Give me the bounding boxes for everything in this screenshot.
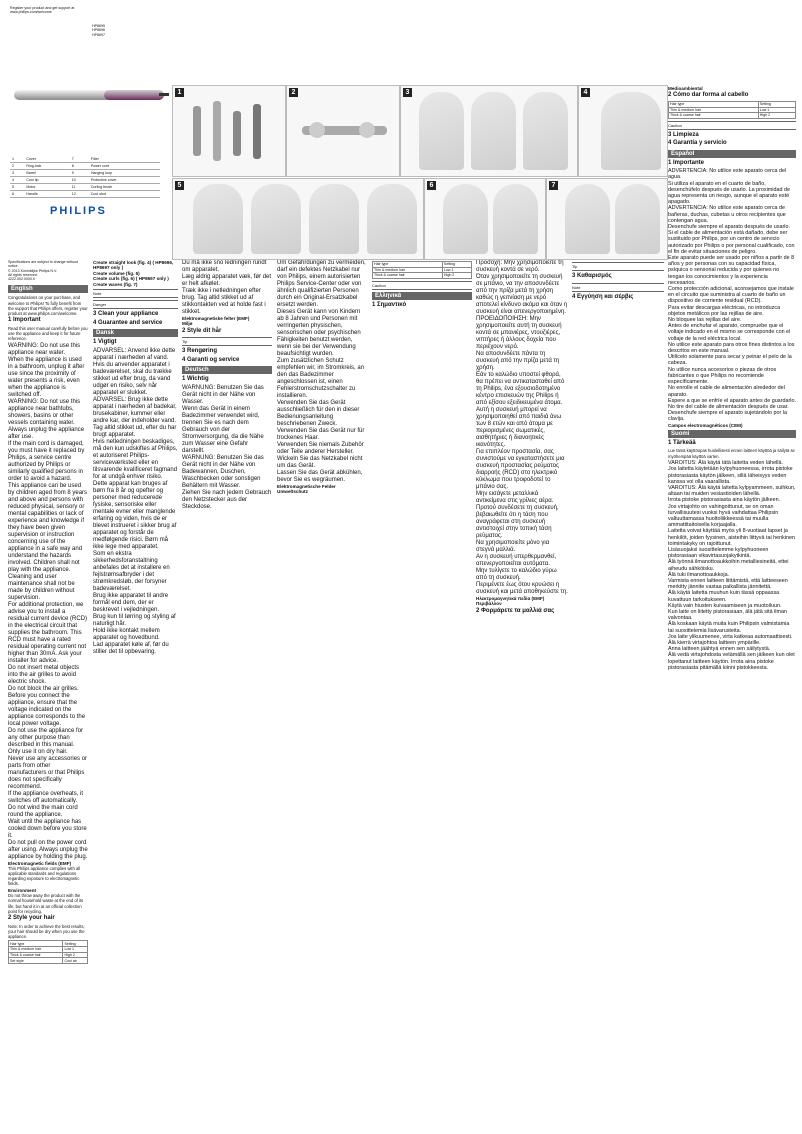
warning-item: Älä käytä laitetta muuhun kuin tässä oppaassa kuvattuun tarkoitukseen. [668,590,780,603]
table-cell: Low 1 [758,107,795,113]
part-label: Filter [89,156,160,163]
warning-item: Anna laitteen jäähtyä ennen sen säilytystä. [668,646,771,653]
dansk-bullets-b [182,260,272,316]
warning-item: ADVERTENCIA: No utilice este aparato cerca del agua. [668,168,787,181]
figure-panel-5 [172,178,424,260]
rights: All rights reserved. [8,272,38,277]
section-style: 2 Style your hair [8,915,55,922]
warning-item: Jos laitetta käytetään kylpyhuoneessa, irrota pistoke pistorasiasta käytön jälkeen, sillä läheisyys veden kanssa voi olla vaarallista. [668,466,793,485]
part-label: Cover [24,156,69,163]
warning-item: No bloquee las rejillas del aire. [668,317,742,324]
warning-item: No utilice nunca accesorios o piezas de otros fabricantes o que Philips no recomiende específicamente. [668,366,777,386]
dansk-bullets-a [93,348,178,656]
figure-panel-3 [400,85,578,177]
section-guarantee-es: 4 Garantía y servicio [668,140,727,147]
copyright: © 2013 Koninklijke Philips N.V. [8,268,58,273]
warning-item: Læg aldrig apparatet væk, før det er helt afkølet. [182,274,272,287]
table-cell: Low 1 [63,947,88,953]
table-header: Hair type [669,101,759,107]
emf-title: Ηλεκτρομαγνητικά πεδία (EMF) [476,596,545,601]
figure-panel-6 [424,178,546,260]
warning-item: Træk ikke i netledningen efter brug. Tag altid stikket ud af stikkontakten ved at holde fast i stikket. [182,288,266,315]
step-number: 1 [175,88,184,97]
deutsch-column [277,260,367,1126]
product-handle [104,90,164,100]
warning-item: Προσοχή: Μην χρησιμοποιείτε τη συσκευή κοντά σε νερό. [476,260,564,273]
caution-label: Caution [372,282,386,288]
warning-item: No enrolle el cable de alimentación alrededor del aparato. [668,385,785,398]
warning-item: Ziehen Sie nach jedem Gebrauch den Netzstecker aus der Steckdose. [182,489,272,510]
step-number: 6 [427,181,436,190]
note-label: Note [93,291,102,297]
hair-photo [601,92,661,170]
part-key: 12 [70,191,89,198]
part-key: 4 [10,177,24,184]
step-number: 5 [175,181,184,190]
register-line: Register your product and get support at [10,6,75,10]
model-number: HP8695 [92,24,105,28]
part-label: Handle [24,191,69,198]
warning-item: Do not block the air grilles. [8,685,79,692]
caution-box [372,281,472,290]
warning-item: Dette apparat kan bruges af børn fra 8 år og opefter og personer med reducerede fysiske, sensoriske eller mentale evner eller manglende erfaring og viden, hvis de er blevet instrueret i sikker brug af apparatet og forstår de medfølgende risici. Børn må ikke lege med apparatet. [93,480,177,550]
part-label: Hanging loop [89,170,160,177]
section-clean-greek: 3 Καθαρισμός [572,273,612,279]
figure-panel-1 [172,85,286,177]
curl-title: Create straight look (fig. 4) ( HP8696, HP8697 only ) [93,260,174,271]
warning-item: Du må ikke sno ledningen rundt om apparatet. [182,260,267,273]
product-cord [159,93,169,96]
warning-item: Som en ekstra sikkerhedsforanstaltning anbefales det at installere en fejlstrømsafbryder i det strømkredsløb, der forsyner badeværelset. [93,550,170,592]
table-header: Hair type [373,262,443,268]
warning-item: Kun laite on liitetty pistorasiaan, älä jätä sitä ilman valvontaa. [668,608,787,622]
warning-item: Do not insert metal objects into the air grilles to avoid electric shock. [8,664,80,685]
table-cell: Thin & medium hair [9,947,63,953]
environment-title: Miljø [182,321,193,327]
part-label: Cool shot [89,191,160,198]
warning-item: Before you connect the appliance, ensure that the voltage indicated on the appliance corresponds to the local power voltage. [8,692,86,727]
hair-photo [565,184,610,254]
table-cell: Thin & medium hair [669,107,759,113]
warning-item: Lassen Sie das Gerät abkühlen, bevor Sie es wegräumen. [277,470,363,483]
warning-item: Älä vedä virtajohdosta vetämällä sen jälkeen kun olet lopettanut laitteen käytön. Irrota aina pistoke pistorasiasta pitämällä kiinni pistokkeesta. [668,652,795,671]
warning-item: WARNING: Do not use this appliance near bathtubs, showers, basins or other vessels containing water. [8,398,81,426]
part-label: Ring-lock [24,163,69,170]
caution-box [668,121,796,130]
intro-text: Congratulations on your purchase, and welcome to Philips! To fully benefit from the support that Philips offers, register your product at www.philips.com/welcome. [8,295,88,316]
volume-title: Create volume (fig. 5) [93,270,140,276]
hair-type-table [8,940,88,963]
warning-item: Never use any accessories or parts from other manufacturers or that Philips does not specifically recommend. [8,755,88,790]
model-number: HP8696 [92,28,105,33]
hair-photo [471,92,516,170]
warning-item: Jos laite ylikuumenee, virta katkeaa automaattisesti. [668,633,793,640]
spanish-finnish-column [668,86,796,1126]
table-cell: Low 1 [442,267,471,273]
emf-title: Elektromagnetische Felder [277,484,336,489]
warning-item: Αυτή η συσκευή μπορεί να χρησιμοποιηθεί από παιδιά άνω των 8 ετών και από άτομα με περιορισμένες σωματικές, αισθητήριες ή διανοητικές ικανότητες. [476,407,562,448]
warning-item: Käytä vain hiusten kuivaamiseen ja muotoiluun. [668,602,782,609]
warning-item: No tire del cable de alimentación después de usar. Desenchufe siempre el aparato sujetándolo por la clavija. [668,403,789,423]
part-key: 5 [10,184,24,191]
figure-panel-7 [546,178,668,260]
section-important: 1 Important [8,317,41,324]
part-key: 2 [10,163,24,170]
part-key: 3 [10,170,24,177]
register-url[interactable]: www.philips.com/welcome [10,10,52,15]
greek-cont-column [572,260,664,1126]
warning-item: Älä kierrä virtajohtoa laitteen ympärille. [668,640,761,646]
warning-item: Brug kun til tørring og styling af naturligt hår. [93,613,176,627]
spanish-bullets [668,168,796,422]
warning-item: Να αποσυνδέετε πάντα τη συσκευή από την πρίζα μετά τη χρήση. [476,351,560,371]
figure-panel-4 [578,85,668,177]
table-cell: Thick & coarse hair [373,273,443,279]
warning-item: VAROITUS: Älä käytä laitetta kylpyammeen, suihkun, altaan tai muiden vesiastioiden lähellä. [668,484,796,498]
section-guarantee: 4 Guarantee and service [93,319,163,326]
warning-item: Brug ikke apparatet til andre formål end dem, der er beskrevet i vejledningen. [93,592,169,613]
deutsch-bullets-b [277,260,367,484]
warning-item: If the appliance overheats, it switches off automatically. [8,790,84,804]
warning-item: Hvis netledningen beskadiges, må den kun udskiftes af Philips, et autoriseret Philips-serviceværksted eller en tilsvarende kvalificeret fagmand for at undgå enhver risiko. [93,438,178,480]
warning-item: Περιμένετε έως ότου κρυώσει η συσκευή και μετά αποθηκεύστε τη. [476,582,568,595]
hair-photo [493,184,538,254]
warning-item: WARNUNG: Benutzen Sie das Gerät nicht in der Nähe von Badewannen, Duschen, Waschbecken oder sonstigen Behältern mit Wasser. [182,454,264,489]
part-key: 11 [70,184,89,191]
intro-text-fi: Lue tämä käyttöopas huolellisesti ennen laitteen käyttöä ja säilytä se myöhempää käyttöä varten. [668,448,795,459]
warning-item: Αν η συσκευή υπερθερμανθεί, απενεργοποιείται αυτόματα. [476,554,557,567]
env-title-es: Medioambiental [668,86,703,91]
part-label: Power cord [89,163,160,170]
warning-item: Only use it on dry hair. [8,748,68,755]
language-header-english: English [8,285,88,293]
warning-item: Όταν χρησιμοποιείτε τη συσκευή σε μπάνιο, να την αποσυνδέετε από την πρίζα μετά τη χρήση καθώς η γειτνίαση με νερό αποτελεί κίνδυνο ακόμα και όταν η συσκευή είναι απενεργοποιημένη. [476,274,568,315]
hair-photo [193,184,243,254]
warning-item: ADVERTENCIA: No utilice este aparato cerca de bañeras, duchas, cubetas u otros recipientes que contengan agua. [668,205,786,224]
table-cell: Cool air [63,958,88,964]
hand-attach-illustration [287,86,399,176]
important-text: Read this user manual carefully before you use the appliance and keep it for future reference. [8,325,88,342]
section-guarantee-greek: 4 Εγγύηση και σέρβις [572,293,634,300]
language-header-dansk: Dansk [93,329,178,337]
part-key: 10 [70,177,89,184]
product-photo [14,50,164,146]
part-label: Motor [24,184,69,191]
step-number: 3 [403,88,412,97]
wave-title: Create waves (fig. 7) [93,281,138,287]
note-label: Note [572,284,581,290]
section-clean: 3 Clean your appliance [93,311,159,318]
emf-title: Campos electromagnéticos (CEM) [668,422,743,428]
section-guarantee: 4 Garanti og service [182,356,240,363]
table-header: Hair type [9,941,63,947]
hair-photo [419,92,464,170]
note-box [572,283,664,292]
warning-item: Dieses Gerät kann von Kindern ab 8 Jahren und Personen mit verringerten physischen, sensorischen oder psychischen Fähigkeiten benutzt werden, wenn sie bei der Verwendung beaufsichtigt wurden. [277,309,361,357]
language-header-greek: Ελληνικά [372,292,472,300]
language-header-suomi: Suomi [668,430,796,438]
table-cell: Set style [9,958,63,964]
hair-photo [309,184,359,254]
warning-item: Um Gefährdungen zu vermeiden, darf ein defektes Netzkabel nur von Philips, einem autorisierten Philips Service-Center oder von ähnlich qualifizierten Personen durch ein Original-Ersatzkabel ersetzt werden. [277,260,366,308]
section-style-greek: 2 Φορμάρετε τα μαλλιά σας [476,607,555,614]
warning-item: Lad apparatet køle af, før du stiller det til opbevaring. [93,641,169,655]
warning-item: Να χρησιμοποιείτε μόνο για στεγνά μαλλιά. [476,540,550,553]
attachment-icons [173,86,285,176]
greek-bullets [476,260,568,596]
doc-code: 4222.002.0000.0 [8,277,35,282]
warning-item: Hold ikke kontakt mellem apparatet og hovedbund. [93,627,160,641]
warning-item: WARNUNG: Benutzen Sie das Gerät nicht in der Nähe von Wasser. [182,384,264,405]
warning-item: When the appliance is used in a bathroom, unplug it after use since the proximity of water presents a risk, even when the appliance is switched off. [8,356,85,398]
warning-item: This appliance can be used by children aged from 8 years and above and persons with reduced physical, sensory or mental capabilities or lack of experience and knowledge if they have been given supervision or instruction concerning use of the appliance in a safe way and understand the hazards involved. Children shall not play with the appliance. Cleaning and user maintenance shall not be made by children without supervision. [8,482,88,601]
part-key: 7 [70,156,89,163]
hair-photo [615,184,660,254]
step-number: 2 [289,88,298,97]
warning-item: Wickeln Sie das Netzkabel nicht um das Gerät. [277,456,363,469]
part-key: 6 [10,191,24,198]
table-cell: Thick & coarse hair [9,952,63,958]
warning-item: Verwenden Sie das Gerät ausschließlich für den in dieser Bedienungsanleitung beschriebenen Zweck. [277,400,360,427]
tip-box [182,337,272,346]
tip-box [572,262,664,271]
part-key: 1 [10,156,24,163]
language-header-espanol: Español [668,150,796,158]
part-key: 8 [70,163,89,170]
warning-item: Lisäsuojaksi suosittelemme kylpyhuoneen pistorasiaan vikavirtasuojakytkintä. [668,546,769,560]
warning-item: Do not use the appliance for any other purpose than described in this manual. [8,727,84,748]
warning-item: Μην εισάγετε μεταλλικά αντικείμενα στις γρίλιες αέρα. [476,491,554,504]
warning-item: Για επιπλέον προστασία, σας συνιστούμε να εγκαταστήσετε μια συσκευή προστασίας ρεύματος διαρροής (RCD) στο ηλεκτρικό κύκλωμα που τροφοδοτεί το μπάνιο σας. [476,449,565,490]
table-cell: High 2 [758,113,795,119]
part-label: Protective cover [89,177,160,184]
deutsch-fine-column [372,260,472,1126]
tip-label: Tip [182,339,188,345]
section-style-es: 2 Cómo dar forma al cabello [668,92,749,99]
section-important-fi: 1 Tärkeää [668,439,696,446]
emf-title: Electromagnetic fields (EMF) [8,860,72,866]
warning-item: Älä tuki ilmanottoaukkoja. [668,571,730,578]
table-cell: Thin & medium hair [373,267,443,273]
warning-item: Tag altid stikket ud, efter du har brugt apparatet. [93,424,177,438]
warning-item: Προτού συνδέσετε τη συσκευή, βεβαιωθείτε ότι η τάση που αναγράφεται στη συσκευή αντιστοιχεί στην τοπική τάση ρεύματος. [476,505,559,539]
section-important-es: 1 Importante [668,159,705,166]
deutsch-bullets-a [182,385,272,511]
table-header: Setting [758,101,795,107]
warning-item: Do not pull on the power cord after using. Always unplug the appliance by holding the plug. [8,839,88,860]
hair-photo [251,184,301,254]
greek-column [476,260,568,1126]
parts-table [10,156,160,198]
warning-item: ADVARSEL: Brug ikke dette apparat i nærheden af badekar, brusekabiner, kummer eller andre kar, der indeholder vand. [93,396,177,424]
warning-item: Zum zusätzlichen Schutz empfehlen wir, im Stromkreis, an den das Badezimmer angeschlossen ist, einen Fehlerstromschutzschalter zu installieren. [277,358,365,399]
style-note: Note: In order to achieve the best results, your hair should be dry when you use the appliance. [8,923,85,939]
table-cell: High 2 [442,273,471,279]
warning-item: Jos virtajohto on vahingoittunut, se on oman turvallisuutesi vuoksi hyvä vaihdattaa Philipsin valtuuttamassa huoltoliikkeessä tai muulla ammattitaitoisella korjaajalla. [668,503,779,529]
model-number: HP8697 [92,32,105,37]
environment-title: Umweltschutz [277,489,308,495]
section-wichtig: 1 Wichtig [182,376,209,383]
warning-item: Hvis du anvender apparatet i badeværelset, skal du trække stikket ud efter brug, da vand udgør en risiko, selv når apparatet er slukket. [93,361,172,396]
warning-item: Si el cable de alimentación está dañado, debe ser sustituido por Philips, por un centro de servicio autorizado por Philips o por personal cualificado, con el fin de evitar situaciones de peligro. [668,230,795,255]
step-number: 4 [581,88,590,97]
warning-item: For additional protection, we advise you to install a residual current device (RCD) in the electrical circuit that supplies the bathroom. This RCD must have a rated residual operating current not higher than 30mA. Ask your installer for advice. [8,601,88,664]
tip-label: Tip [572,264,578,269]
warning-item: Εάν το καλώδιο υποστεί φθορά, θα πρέπει να αντικατασταθεί από τη Philips, ένα εξουσιοδοτημένο κέντρο επισκευών της Philips ή από εξίσου εξειδικευμένα άτομα. [476,372,565,406]
warning-item: ADVARSEL: Anvend ikke dette apparat i nærheden af vand. [93,347,176,361]
warning-item: Wait until the appliance has cooled down before you store it. [8,818,87,839]
note-box [93,289,178,298]
section-vigtigt: 1 Vigtigt [93,339,117,346]
finnish-bullets [668,460,796,671]
warning-item: Varmista ennen laitteen liittämistä, että laitteeseen merkitty jännite vastaa paikallista jännitettä. [668,577,788,591]
step-number: 7 [549,181,558,190]
warning-item: VAROITUS: Älä käytä tätä laitetta veden lähellä. [668,460,783,467]
warning-item: Älä koskaan käytä muita kuin Philipsin valmistamia tai suosittelemia lisävarusteita. [668,621,790,634]
warning-item: Wenn das Gerät in einem Badezimmer verwendet wird, trennen Sie es nach dem Gebrauch von der Stromversorgung, da die Nähe zum Wasser eine Gefahr darstellt. [182,405,264,454]
hair-photo [443,184,488,254]
spec-notice: Specifications are subject to change without notice [8,260,78,269]
warning-item: Μην τυλίγετε το καλώδιο γύρω από τη συσκευή. [476,568,557,581]
warning-item: Desenchufe siempre el aparato después de usarlo. [668,224,790,231]
hair-type-table [372,261,472,279]
warning-item: Irrota pistoke pistorasiasta aina käytön jälkeen. [668,497,781,504]
warning-item: Antes de enchufar el aparato, compruebe que el voltaje indicado en el mismo se corresponde con el voltaje de la red eléctrica local. [668,323,791,342]
figure-panel-2 [286,85,400,177]
warning-item: Do not wind the main cord round the appliance. [8,804,78,818]
warning-item: Espere a que se enfríe el aparato antes de guardarlo. [668,397,796,404]
warning-item: Utilícelo solamente para secar y peinar el pelo de la cabeza. [668,354,792,367]
warning-item: Verwenden Sie niemals Zubehör oder Teile anderer Hersteller. [277,442,364,455]
emf-text: This Philips appliance complies with all applicable standards and regulations regarding exposure to electromagnetic fields. [8,866,81,887]
hair-type-table [668,101,796,119]
part-label: Barrel [24,170,69,177]
section-style: 2 Style dit hår [182,327,222,334]
warning-item: WARNING: Do not use this appliance near water. [8,342,81,356]
language-header-deutsch: Deutsch [182,366,272,374]
caution-label: Caution [668,122,682,128]
environment-text: Do not throw away the product with the normal household waste at the end of its life, but hand it in at an official collection point for recycling. [8,893,84,914]
warning-item: Verwenden Sie das Gerät nur für trockenes Haar. [277,428,365,441]
environment-title: Environment [8,887,37,893]
english-bullets [8,343,88,861]
philips-logo: PHILIPS [50,205,107,217]
english-column [8,260,88,1126]
table-header: Setting [442,262,471,268]
table-cell: Thick & coarse hair [669,113,759,119]
section-clean-es: 3 Limpieza [668,131,699,138]
warning-item: Este aparato puede ser usado por niños a partir de 8 años y por personas con su capacidad física, psíquica o sensorial reducida y por quienes no tengan los conocimientos y la experiencia necesarios. [668,255,795,286]
warning-item: Si utiliza el aparato en el cuarto de baño, desenchúfelo después de usarlo. La proximidad de agua representa un riesgo, aunque el aparato esté apagado. [668,180,790,206]
warning-item: Para evitar descargas eléctricas, no introduzca objetos metálicos por las rejillas de aire. [668,304,781,317]
part-label: Cool tip [24,177,69,184]
warning-item: Älä työnnä ilmanottoaukkoihin metalliesineitä, ettei aiheudu sähköisku. [668,559,789,572]
environment-title: Περιβάλλον [476,601,502,607]
curls-title: Create curls (fig. 6) ( HP8697 only ) [93,276,169,282]
warning-item: ΠΡΟΕΙΔΟΠΟΙΗΣΗ: Μην χρησιμοποιείτε αυτή τη συσκευή κοντά σε μπανιέρες, ντουζιέρες, νιπτήρες ή άλλους δοχεία που περιέχουν νερό. [476,316,562,350]
hair-photo [367,184,417,254]
warning-item: Como protección adicional, aconsejamos que instale en el circuito que suministra al cuarto de baño un dispositivo de corriente residual (RCD). [668,286,794,305]
table-cell: High 2 [63,952,88,958]
english-cont-column [93,260,178,1126]
emf-title: Elektromagnetiske felter (EMF) [182,316,250,321]
part-label: Curling brush [89,184,160,191]
table-header: Setting [63,941,88,947]
hair-photo [523,92,568,170]
section-clean: 3 Rengøring [182,348,218,355]
warning-item: If the main cord is damaged, you must have it replaced by Philips, a service centre authorized by Philips or similarly qualified persons in order to avoid a hazard. [8,440,85,482]
warning-item: No utilice este aparato para otros fines distintos a los descritos en este manual. [668,341,795,355]
warning-item: Laitetta voivat käyttää myös yli 8-vuotiaat lapset ja henkilöt, joiden fyysinen, aisteihin liittyvä tai henkinen toimintakyky on rajoittunut. [668,528,796,547]
section-important-greek: 1 Σημαντικό [372,301,407,308]
part-key: 9 [70,170,89,177]
danger-label: Danger [93,302,107,308]
danger-box [93,300,178,309]
model-list [92,24,112,37]
dansk-column [182,260,272,1126]
warning-item: Always unplug the appliance after use. [8,426,85,440]
register-text [10,6,90,15]
